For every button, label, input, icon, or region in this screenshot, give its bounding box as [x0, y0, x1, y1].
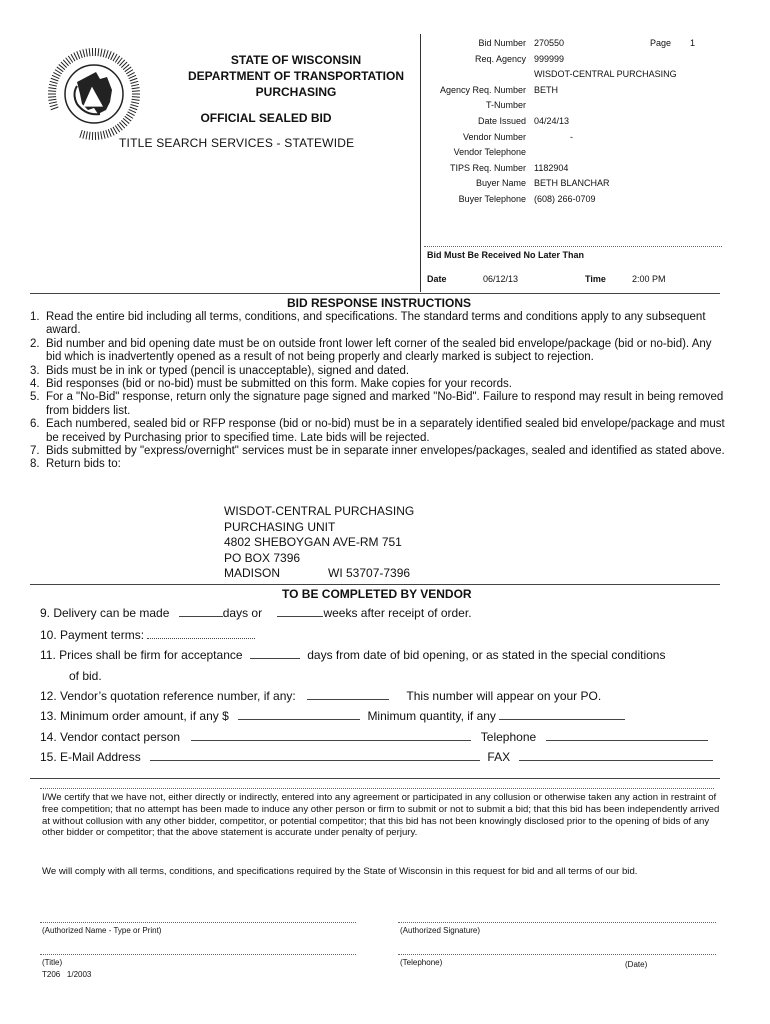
authorized-name-label: (Authorized Name - Type or Print)	[42, 926, 162, 935]
meta-field-value: WISDOT-CENTRAL PURCHASING	[534, 69, 677, 80]
form-revision-date: 1/2003	[66, 970, 92, 979]
meta-field-label: Req. Agency	[474, 53, 526, 64]
price-firm-line	[40, 648, 665, 662]
meta-field-value: -	[570, 131, 573, 142]
authorized-name-field[interactable]	[40, 922, 356, 923]
delivery-weeks-field[interactable]	[277, 606, 323, 617]
minimum-order-line	[40, 709, 625, 723]
meta-field-value: 270550	[534, 38, 565, 48]
payment-terms-label: 10. Payment terms:	[40, 628, 145, 642]
deadline-title: Bid Must Be Received No Later Than	[427, 250, 585, 260]
instruction-text: Each numbered, sealed bid or RFP response (bid or no-bid) must be in a separately identified sealed bid envelope/package and must be received by Purchasing prior to specified time. Late bids will be rejected.	[46, 418, 725, 444]
instruction-text: For a "No-Bid" response, return only the signature page signed and marked "No-Bid". Failure to respond may result in being removed from bidders list.	[46, 391, 724, 417]
instruction-text: Bid number and bid opening date must be on outside front lower left corner of the sealed bid envelope/package (bid or no-bid). Any bid which is inadvertently opened as a result of not being properly and clearly marked is subject to rejection.	[46, 337, 712, 364]
meta-field-value: 04/24/13	[534, 116, 570, 126]
minimum-order-label: 13. Minimum order amount, if any $	[40, 709, 229, 723]
address-line3: 4802 SHEBOYGAN AVE-RM 751	[224, 535, 402, 550]
instruction-number: 1.	[30, 311, 40, 323]
instruction-text: Bid responses (bid or no-bid) must be submitted on this form. Make copies for your records.	[46, 378, 512, 391]
address-city: MADISON	[224, 566, 281, 581]
instruction-number: 4.	[30, 378, 40, 391]
fax-label: FAX	[487, 750, 511, 764]
instruction-number: 6.	[30, 418, 40, 431]
delivery-line	[40, 606, 472, 620]
state-seal-logo	[44, 44, 144, 144]
instruction-text: Bids submitted by "express/overnight" services must be in separate inner envelopes/packages, sealed and identified as stated above.	[46, 445, 725, 458]
instruction-number: 2.	[30, 337, 40, 350]
address-line1: WISDOT-CENTRAL PURCHASING	[224, 504, 415, 518]
deadline-time-value: 2:00 PM	[632, 274, 666, 284]
instruction-number: 7.	[30, 445, 40, 458]
compliance-statement: We will comply with all terms, conditions, and specifications required by the State of Wisconsin in this request for bid and all terms of our bid.	[42, 866, 638, 877]
quotation-label: 12. Vendor’s quotation reference number, if any:	[40, 689, 296, 703]
page-label: Page	[650, 38, 672, 48]
address-line2: PURCHASING UNIT	[224, 519, 336, 534]
delivery-days-label: days or	[222, 606, 263, 620]
deadline-date-value: 06/12/13	[483, 274, 519, 284]
email-label: 15. E-Mail Address	[40, 750, 141, 764]
meta-field-label: Buyer Name	[475, 178, 526, 189]
instructions-list	[30, 311, 730, 472]
signature-date-label: (Date)	[625, 960, 648, 969]
contact-person-line	[40, 730, 708, 744]
address-state-zip: WI 53707-7396	[328, 566, 411, 581]
fax-field[interactable]	[519, 750, 713, 761]
instruction-item	[30, 378, 730, 391]
meta-field-value: (608) 266-0709	[534, 194, 596, 204]
deadline-date-label: Date	[427, 274, 447, 284]
certification-rule	[40, 788, 714, 789]
contact-person-label: 14. Vendor contact person	[40, 730, 181, 744]
delivery-weeks-label: weeks after receipt of order.	[323, 606, 472, 620]
form-number-code: T206	[42, 970, 61, 979]
minimum-order-field[interactable]	[238, 709, 360, 720]
instruction-text: Return bids to:	[46, 458, 121, 471]
meta-field-label: TIPS Req. Number	[449, 162, 526, 173]
meta-field-label: Agency Req. Number	[439, 84, 526, 95]
deadline-time-label: Time	[585, 274, 606, 284]
meta-field-value: 1182904	[534, 162, 569, 173]
certification-statement: I/We certify that we have not, either directly or indirectly, entered into any agreement or participated in any collusion or otherwise taken any action in restraint of free competition; that no attempt has been made to induce any other person or firm to submit or not to submit a bid; that this bid has been independently arrived at without collusion with any other bidder, competitor, or potential competitor; that this bid has not been knowingly disclosed prior to the opening of bids of any other bidder or competitor; that the above statement is accurate under penalty of perjury.	[42, 792, 720, 839]
instruction-number: 8.	[30, 458, 40, 471]
minimum-quantity-label: Minimum quantity, if any	[367, 709, 496, 723]
bid-title: TITLE SEARCH SERVICES - STATEWIDE	[119, 136, 355, 150]
section-divider-certification	[30, 778, 720, 779]
meta-field-label: Bid Number	[478, 38, 526, 48]
price-firm-label: 11. Prices shall be firm for acceptance	[40, 648, 243, 662]
quotation-line	[40, 689, 601, 703]
title-label: (Title)	[42, 958, 63, 967]
delivery-days-field[interactable]	[179, 606, 223, 617]
payment-terms-line	[40, 628, 255, 642]
contact-person-field[interactable]	[191, 730, 471, 741]
email-line	[40, 750, 713, 764]
meta-field-label: Date Issued	[477, 116, 526, 126]
minimum-quantity-field[interactable]	[499, 709, 625, 720]
meta-field-value: BETH	[534, 84, 559, 95]
meta-field-label: T-Number	[485, 100, 526, 111]
section-divider-top	[30, 293, 720, 294]
document-type: OFFICIAL SEALED BID	[200, 111, 332, 125]
meta-field-label: Buyer Telephone	[458, 194, 526, 204]
instruction-item	[30, 418, 730, 445]
instruction-item	[30, 311, 730, 338]
meta-field-value: 999999	[534, 53, 565, 64]
quotation-note: This number will appear on your PO.	[406, 689, 602, 703]
agency-name-line2: DEPARTMENT OF TRANSPORTATION	[188, 69, 404, 83]
telephone-field[interactable]	[546, 730, 708, 741]
authorized-signature-label: (Authorized Signature)	[400, 926, 481, 935]
quotation-ref-field[interactable]	[307, 689, 389, 700]
price-firm-continued: of bid.	[69, 669, 102, 683]
page-number: 1	[690, 38, 696, 48]
instruction-item	[30, 338, 730, 365]
agency-name-line3: PURCHASING	[255, 85, 337, 99]
instruction-item	[30, 458, 730, 471]
meta-field-value: BETH BLANCHAR	[534, 178, 610, 189]
instruction-text: Read the entire bid including all terms, conditions, and specifications. The standard terms and conditions apply to any subsequent award.	[46, 311, 706, 337]
payment-terms-field[interactable]	[147, 628, 255, 639]
delivery-label: 9. Delivery can be made	[40, 606, 170, 620]
meta-field-label: Vendor Number	[462, 131, 526, 142]
address-line4: PO BOX 7396	[224, 550, 301, 565]
form-number	[42, 970, 91, 979]
meta-field-label: Vendor Telephone	[453, 147, 526, 158]
title-field[interactable]	[40, 954, 356, 955]
instruction-number: 3.	[30, 364, 40, 377]
instruction-item	[30, 365, 730, 378]
telephone-date-field[interactable]	[398, 954, 716, 955]
return-address	[224, 504, 414, 582]
instruction-number: 5.	[30, 391, 40, 404]
section-divider-vendor	[30, 584, 720, 585]
signature-telephone-label: (Telephone)	[400, 958, 443, 967]
instructions-title: BID RESPONSE INSTRUCTIONS	[287, 296, 472, 310]
meta-separator	[424, 246, 722, 247]
instruction-item	[30, 391, 730, 418]
instruction-text: Bids must be in ink or typed (pencil is unacceptable), signed and dated.	[46, 364, 410, 377]
authorized-signature-field[interactable]	[398, 922, 716, 923]
vendor-section-title: TO BE COMPLETED BY VENDOR	[282, 587, 472, 601]
telephone-label: Telephone	[480, 730, 537, 744]
agency-name-line1: STATE OF WISCONSIN	[230, 53, 362, 67]
price-firm-days-field[interactable]	[250, 648, 300, 659]
price-firm-days-label: days from date of bid opening, or as stated in the special conditions	[307, 648, 666, 662]
instruction-item	[30, 445, 730, 458]
email-field[interactable]	[150, 750, 480, 761]
